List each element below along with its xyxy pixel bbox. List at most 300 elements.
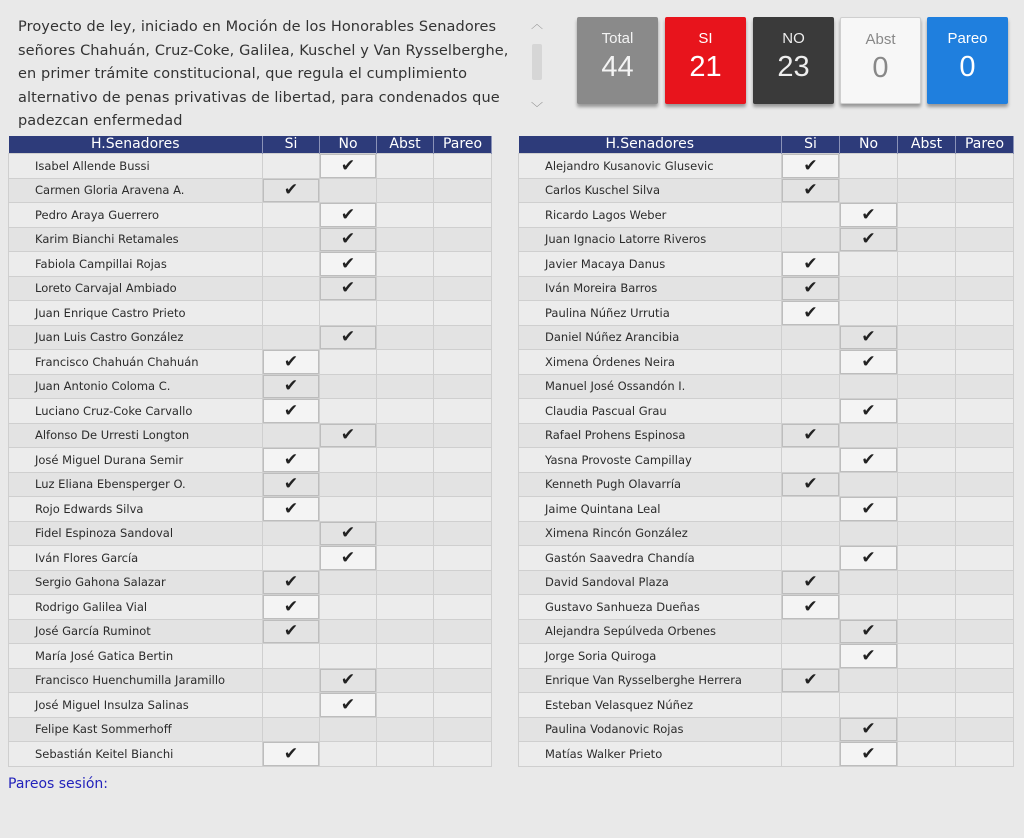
senator-name: Juan Ignacio Latorre Riveros (519, 227, 782, 252)
vote-cell-pareo (434, 742, 492, 767)
vote-cell-abst (898, 619, 956, 644)
senator-row (519, 423, 1014, 448)
vote-cell-si (263, 350, 320, 375)
vote-cell-no (840, 448, 898, 473)
vote-cell-pareo (956, 717, 1014, 742)
vote-cell-si (782, 742, 840, 767)
senator-name: Felipe Kast Sommerhoff (9, 717, 263, 742)
vote-cell-abst (898, 472, 956, 497)
vote-cell-no (840, 276, 898, 301)
senator-row (9, 570, 492, 595)
senator-name: Jorge Soria Quiroga (519, 644, 782, 669)
vote-cell-si (782, 448, 840, 473)
vote-cell-abst (377, 276, 434, 301)
vote-cell-no (840, 399, 898, 424)
vote-cell-pareo (434, 644, 492, 669)
check-icon: ✔ (340, 547, 356, 568)
vote-cell-no (320, 472, 377, 497)
scroll-thumb[interactable] (532, 44, 542, 80)
senator-row (519, 325, 1014, 350)
senators-table-right (518, 136, 1014, 767)
check-icon: ✔ (861, 547, 876, 568)
vote-cell-pareo (434, 570, 492, 595)
check-icon: ✔ (803, 670, 818, 691)
vote-cell-pareo (956, 276, 1014, 301)
senator-name: Enrique Van Rysselberghe Herrera (519, 668, 782, 693)
vote-cell-abst (377, 668, 434, 693)
senator-name: Iván Flores García (9, 546, 263, 571)
vote-cell-si (263, 227, 320, 252)
senator-name: Ximena Rincón González (519, 521, 782, 546)
vote-cell-no (840, 742, 898, 767)
vote-cell-abst (377, 252, 434, 277)
vote-cell-no (320, 595, 377, 620)
no-label: NO (782, 30, 805, 47)
check-icon: ✔ (861, 621, 876, 642)
vote-cell-no (840, 497, 898, 522)
vote-cell-abst (377, 325, 434, 350)
vote-cell-pareo (434, 717, 492, 742)
col-header-si: Si (782, 136, 840, 154)
senator-name: Esteban Velasquez Núñez (519, 693, 782, 718)
check-icon: ✔ (283, 572, 299, 593)
vote-cell-si (263, 252, 320, 277)
senator-name: Rodrigo Galilea Vial (9, 595, 263, 620)
senator-row (519, 521, 1014, 546)
vote-cell-no (320, 497, 377, 522)
vote-cell-abst (377, 374, 434, 399)
vote-cell-pareo (956, 521, 1014, 546)
senator-row (519, 497, 1014, 522)
senator-name: Kenneth Pugh Olavarría (519, 472, 782, 497)
check-icon: ✔ (803, 474, 818, 495)
vote-cell-si (263, 644, 320, 669)
check-icon: ✔ (803, 425, 818, 446)
senator-name: Carmen Gloria Aravena A. (9, 178, 263, 203)
senator-row (9, 252, 492, 277)
senator-name: Ricardo Lagos Weber (519, 203, 782, 228)
vote-cell-abst (898, 301, 956, 326)
vote-cell-pareo (956, 448, 1014, 473)
pareo-tile (927, 17, 1008, 104)
vote-cell-abst (377, 399, 434, 424)
vote-cell-abst (898, 595, 956, 620)
senator-row (519, 301, 1014, 326)
vote-cell-si (782, 693, 840, 718)
check-icon: ✔ (283, 498, 299, 519)
vote-cell-no (320, 178, 377, 203)
vote-cell-si (782, 668, 840, 693)
check-icon: ✔ (340, 670, 356, 691)
senator-row (9, 325, 492, 350)
check-icon: ✔ (340, 327, 356, 348)
vote-cell-si (263, 472, 320, 497)
senator-name: Juan Enrique Castro Prieto (9, 301, 263, 326)
vote-cell-si (782, 717, 840, 742)
senator-row (9, 350, 492, 375)
vote-cell-abst (377, 595, 434, 620)
senator-row (9, 472, 492, 497)
chevron-down-icon[interactable]: ﹀ (531, 101, 544, 115)
vote-cell-abst (898, 497, 956, 522)
check-icon: ✔ (861, 498, 876, 519)
vote-cell-pareo (434, 472, 492, 497)
vote-cell-pareo (956, 595, 1014, 620)
senator-row (9, 399, 492, 424)
vote-cell-no (840, 668, 898, 693)
vote-cell-pareo (434, 595, 492, 620)
col-header-name: H.Senadores (519, 136, 782, 154)
vote-cell-si (782, 546, 840, 571)
vote-cell-no (840, 619, 898, 644)
vote-cell-si (782, 276, 840, 301)
check-icon: ✔ (283, 474, 299, 495)
senator-name: Luciano Cruz-Coke Carvallo (9, 399, 263, 424)
vote-cell-abst (898, 742, 956, 767)
check-icon: ✔ (861, 645, 876, 666)
bill-description: Proyecto de ley, iniciado en Moción de los Honorables Senadores señores Chahuán, Cruz-Coke, Galilea, Kuschel y Van Rysselberghe, en primer trámite constitucional, que regula el cumplimiento alternativo de penas privativas de libertad, para condenados que padezcan enfermedad (18, 19, 509, 128)
vote-cell-no (840, 521, 898, 546)
vote-cell-pareo (956, 497, 1014, 522)
vote-cell-no (840, 178, 898, 203)
check-icon: ✔ (861, 229, 876, 250)
vote-cell-pareo (434, 423, 492, 448)
vote-cell-si (263, 448, 320, 473)
vote-cell-no (840, 350, 898, 375)
senator-name: Alfonso De Urresti Longton (9, 423, 263, 448)
vote-cell-abst (898, 252, 956, 277)
vote-cell-no (840, 252, 898, 277)
col-header-pareo: Pareo (956, 136, 1014, 154)
vote-cell-no (320, 570, 377, 595)
vote-cell-abst (898, 276, 956, 301)
vote-cell-abst (377, 521, 434, 546)
check-icon: ✔ (861, 719, 876, 740)
si-value: 21 (689, 51, 722, 83)
senator-row (519, 399, 1014, 424)
vote-cell-abst (898, 521, 956, 546)
senator-row (519, 227, 1014, 252)
vote-cell-abst (377, 178, 434, 203)
vote-cell-no (840, 325, 898, 350)
vote-cell-pareo (434, 203, 492, 228)
col-header-name: H.Senadores (9, 136, 263, 154)
senator-row (519, 203, 1014, 228)
vote-cell-no (320, 668, 377, 693)
senator-row (519, 693, 1014, 718)
vote-cell-no (320, 423, 377, 448)
si-tile (665, 17, 746, 104)
no-value: 23 (777, 51, 810, 83)
senator-row (519, 595, 1014, 620)
senator-row (519, 742, 1014, 767)
vote-cell-pareo (434, 521, 492, 546)
senator-row (519, 178, 1014, 203)
vote-cell-si (782, 178, 840, 203)
vote-cell-no (320, 521, 377, 546)
vote-cell-abst (898, 448, 956, 473)
vote-cell-abst (377, 644, 434, 669)
senator-name: Rafael Prohens Espinosa (519, 423, 782, 448)
senator-name: Iván Moreira Barros (519, 276, 782, 301)
check-icon: ✔ (283, 743, 299, 764)
vote-cell-si (782, 472, 840, 497)
vote-cell-si (263, 619, 320, 644)
vote-cell-si (782, 154, 840, 179)
chevron-up-icon[interactable]: ︿ (531, 17, 544, 31)
check-icon: ✔ (861, 204, 876, 225)
senator-row (519, 350, 1014, 375)
vote-cell-no (320, 203, 377, 228)
si-label: SI (698, 30, 713, 47)
vote-cell-si (263, 717, 320, 742)
senator-row (9, 595, 492, 620)
vote-cell-abst (898, 203, 956, 228)
vote-cell-pareo (956, 227, 1014, 252)
vote-cell-pareo (956, 374, 1014, 399)
vote-cell-pareo (434, 178, 492, 203)
vote-cell-pareo (956, 301, 1014, 326)
vote-cell-abst (377, 742, 434, 767)
check-icon: ✔ (340, 229, 356, 250)
senator-row (519, 668, 1014, 693)
vote-cell-abst (377, 693, 434, 718)
vote-cell-abst (377, 717, 434, 742)
senator-name: Manuel José Ossandón I. (519, 374, 782, 399)
senator-row (519, 546, 1014, 571)
vote-cell-si (263, 154, 320, 179)
vote-cell-abst (898, 570, 956, 595)
vote-cell-pareo (956, 154, 1014, 179)
vote-cell-pareo (434, 693, 492, 718)
abst-value: 0 (872, 52, 889, 84)
senator-row (519, 472, 1014, 497)
senator-row (9, 423, 492, 448)
check-icon: ✔ (861, 449, 876, 470)
vote-cell-pareo (956, 203, 1014, 228)
vote-cell-no (320, 374, 377, 399)
vote-cell-abst (898, 668, 956, 693)
vote-cell-si (263, 668, 320, 693)
vote-cell-pareo (434, 668, 492, 693)
check-icon: ✔ (283, 449, 299, 470)
senator-row (9, 276, 492, 301)
vote-cell-no (320, 644, 377, 669)
senator-name: Francisco Chahuán Chahuán (9, 350, 263, 375)
vote-cell-no (320, 252, 377, 277)
senator-row (9, 154, 492, 179)
vote-cell-abst (377, 423, 434, 448)
vote-cell-pareo (434, 374, 492, 399)
check-icon: ✔ (340, 253, 356, 274)
vote-cell-pareo (956, 423, 1014, 448)
senator-name: Alejandra Sepúlveda Orbenes (519, 619, 782, 644)
senator-row (9, 203, 492, 228)
vote-cell-pareo (434, 619, 492, 644)
vote-cell-no (320, 742, 377, 767)
vote-cell-pareo (956, 668, 1014, 693)
vote-cell-si (263, 570, 320, 595)
vote-cell-si (782, 301, 840, 326)
senator-row (519, 276, 1014, 301)
vote-cell-abst (898, 325, 956, 350)
vote-cell-no (320, 276, 377, 301)
vote-cell-pareo (434, 325, 492, 350)
check-icon: ✔ (861, 743, 876, 764)
check-icon: ✔ (340, 278, 356, 299)
pareo-value: 0 (959, 51, 976, 83)
vote-cell-no (320, 546, 377, 571)
vote-cell-no (320, 227, 377, 252)
senator-name: Juan Antonio Coloma C. (9, 374, 263, 399)
vote-cell-si (782, 325, 840, 350)
vote-cell-si (263, 693, 320, 718)
check-icon: ✔ (340, 155, 356, 176)
senator-row (9, 178, 492, 203)
vote-cell-si (263, 399, 320, 424)
col-header-abst: Abst (898, 136, 956, 154)
senator-row (9, 742, 492, 767)
vote-cell-pareo (956, 252, 1014, 277)
vote-cell-pareo (956, 570, 1014, 595)
senator-row (9, 693, 492, 718)
pareo-label: Pareo (947, 30, 988, 47)
vote-cell-pareo (956, 350, 1014, 375)
vote-cell-no (320, 448, 377, 473)
vote-cell-no (320, 325, 377, 350)
vote-cell-si (782, 644, 840, 669)
vote-cell-abst (898, 399, 956, 424)
senator-name: Yasna Provoste Campillay (519, 448, 782, 473)
senator-row (9, 374, 492, 399)
description-scrollbar[interactable] (528, 18, 546, 118)
senator-row (9, 448, 492, 473)
vote-cell-no (840, 570, 898, 595)
vote-cell-abst (377, 227, 434, 252)
vote-cell-pareo (956, 399, 1014, 424)
vote-cell-pareo (434, 252, 492, 277)
check-icon: ✔ (861, 400, 876, 421)
col-header-si: Si (263, 136, 320, 154)
senator-name: Paulina Vodanovic Rojas (519, 717, 782, 742)
check-icon: ✔ (283, 351, 299, 372)
vote-cell-si (263, 325, 320, 350)
senator-name: Fabiola Campillai Rojas (9, 252, 263, 277)
check-icon: ✔ (803, 302, 818, 323)
vote-cell-pareo (434, 227, 492, 252)
vote-cell-abst (898, 227, 956, 252)
vote-cell-abst (898, 350, 956, 375)
senator-row (519, 252, 1014, 277)
vote-cell-no (320, 399, 377, 424)
vote-cell-pareo (956, 325, 1014, 350)
senator-row (519, 717, 1014, 742)
senator-name: Ximena Órdenes Neira (519, 350, 782, 375)
vote-cell-pareo (956, 546, 1014, 571)
check-icon: ✔ (283, 180, 299, 201)
check-icon: ✔ (803, 253, 818, 274)
vote-cell-no (840, 154, 898, 179)
vote-cell-pareo (956, 742, 1014, 767)
senator-name: Gastón Saavedra Chandía (519, 546, 782, 571)
senator-name: David Sandoval Plaza (519, 570, 782, 595)
abst-tile (840, 17, 921, 104)
vote-cell-no (840, 644, 898, 669)
senator-row (9, 301, 492, 326)
senator-name: Matías Walker Prieto (519, 742, 782, 767)
vote-cell-abst (377, 497, 434, 522)
vote-cell-pareo (956, 693, 1014, 718)
check-icon: ✔ (340, 204, 356, 225)
senator-row (9, 644, 492, 669)
vote-cell-pareo (434, 546, 492, 571)
vote-cell-abst (898, 546, 956, 571)
vote-cell-si (263, 423, 320, 448)
vote-cell-pareo (434, 497, 492, 522)
senators-table-left (8, 136, 492, 767)
senator-row (9, 619, 492, 644)
total-tile (577, 17, 658, 104)
check-icon: ✔ (803, 180, 818, 201)
vote-cell-si (263, 178, 320, 203)
senator-name: Carlos Kuschel Silva (519, 178, 782, 203)
senator-name: Alejandro Kusanovic Glusevic (519, 154, 782, 179)
vote-cell-pareo (956, 472, 1014, 497)
vote-cell-si (782, 399, 840, 424)
senator-row (519, 154, 1014, 179)
col-header-abst: Abst (377, 136, 434, 154)
vote-cell-si (263, 521, 320, 546)
senator-name: José García Ruminot (9, 619, 263, 644)
vote-cell-si (782, 374, 840, 399)
senator-name: Loreto Carvajal Ambiado (9, 276, 263, 301)
senator-row (519, 619, 1014, 644)
vote-cell-abst (898, 717, 956, 742)
vote-cell-abst (898, 644, 956, 669)
vote-cell-si (263, 301, 320, 326)
vote-cell-pareo (956, 644, 1014, 669)
no-tile (753, 17, 834, 104)
vote-cell-si (782, 252, 840, 277)
vote-cell-si (782, 497, 840, 522)
senator-name: Claudia Pascual Grau (519, 399, 782, 424)
vote-cell-abst (377, 472, 434, 497)
check-icon: ✔ (283, 376, 299, 397)
check-icon: ✔ (283, 621, 299, 642)
check-icon: ✔ (340, 694, 356, 715)
col-header-pareo: Pareo (434, 136, 492, 154)
vote-cell-no (320, 301, 377, 326)
vote-cell-no (840, 472, 898, 497)
vote-cell-si (782, 570, 840, 595)
vote-cell-no (840, 203, 898, 228)
vote-cell-abst (898, 178, 956, 203)
senator-name: María José Gatica Bertin (9, 644, 263, 669)
vote-cell-si (782, 423, 840, 448)
check-icon: ✔ (803, 155, 818, 176)
total-value: 44 (601, 51, 634, 83)
vote-cell-no (840, 717, 898, 742)
senator-row (519, 374, 1014, 399)
check-icon: ✔ (340, 425, 356, 446)
abst-label: Abst (865, 31, 896, 48)
vote-cell-si (782, 350, 840, 375)
vote-cell-pareo (956, 619, 1014, 644)
senator-row (519, 570, 1014, 595)
senator-name: Gustavo Sanhueza Dueñas (519, 595, 782, 620)
check-icon: ✔ (861, 351, 876, 372)
senator-name: Pedro Araya Guerrero (9, 203, 263, 228)
